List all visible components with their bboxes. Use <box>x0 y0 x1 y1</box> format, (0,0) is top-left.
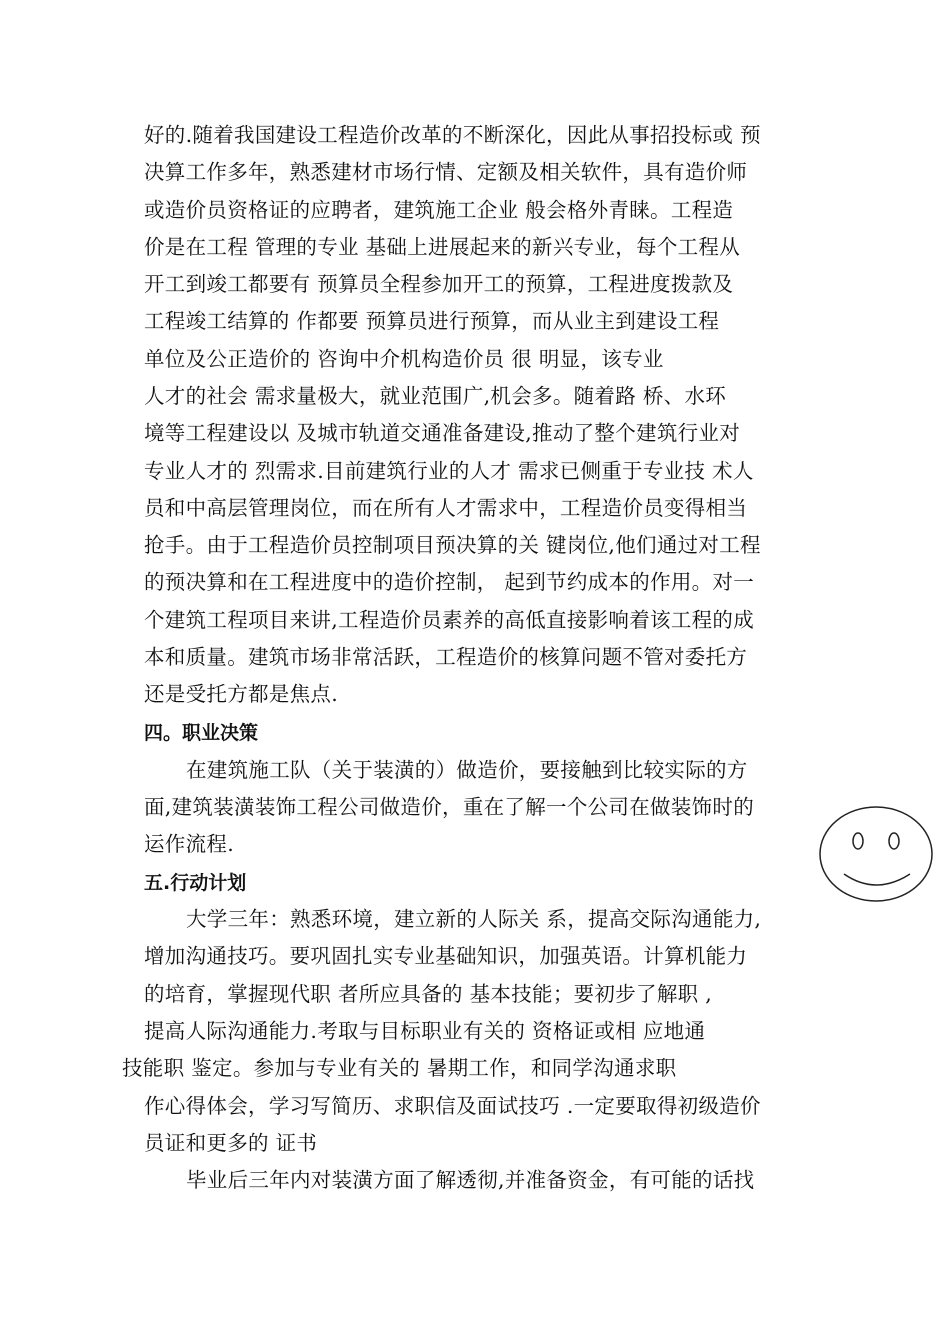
text-line: 还是受托方都是焦点. <box>144 682 339 706</box>
text-line: 员和中高层管理岗位，而在所有人才需求中，工程造价员变得相当 <box>144 496 748 520</box>
text-line: 的培育，掌握现代职 者所应具备的 基本技能；要初步了解职 , <box>144 982 713 1006</box>
text-line: 人才的社会 需求量极大，就业范围广,机会多。随着路 桥、水环 <box>144 384 727 408</box>
text-line: 大学三年：熟悉环境，建立新的人际关 系，提高交际沟通能力, <box>186 907 762 931</box>
text-line: 价是在工程 管理的专业 基础上进展起来的新兴专业，每个工程从 <box>144 235 741 259</box>
text-line: 决算工作多年，熟悉建材市场行情、定额及相关软件，具有造价师 <box>144 160 748 184</box>
text-line: 面,建筑装潢装饰工程公司做造价，重在了解一个公司在做装饰时的 <box>144 795 755 819</box>
text-line: 技能职 鉴定。参加与专业有关的 暑期工作，和同学沟通求职 <box>122 1056 677 1080</box>
text-line: 工程竣工结算的 作都要 预算员进行预算，而从业主到建设工程 <box>144 309 720 333</box>
text-line: 的预决算和在工程进度中的造价控制， 起到节约成本的作用。对一 <box>144 570 755 594</box>
text-line: 毕业后三年内对装潢方面了解透彻,并准备资金，有可能的话找 <box>186 1168 755 1192</box>
text-line: 作心得体会，学习写简历、求职信及面试技巧 .一定要取得初级造价 <box>144 1094 761 1118</box>
text-line: 本和质量。建筑市场非常活跃，工程造价的核算问题不管对委托方 <box>144 645 748 669</box>
text-line: 个建筑工程项目来讲,工程造价员素养的高低直接影响着该工程的成 <box>144 608 755 632</box>
text-line: 或造价员资格证的应聘者，建筑施工企业 般会格外青睐。工程造 <box>144 198 734 222</box>
text-line: 员证和更多的 证书 <box>144 1131 318 1155</box>
section-heading-4: 四。职业决策 <box>144 722 259 744</box>
section-heading-5: 五.行动计划 <box>144 872 247 894</box>
text-line: 好的.随着我国建设工程造价改革的不断深化，因此从事招投标或 预 <box>144 123 761 147</box>
text-line: 运作流程. <box>144 832 235 856</box>
text-line: 境等工程建设以 及城市轨道交通准备建设,推动了整个建筑行业对 <box>144 421 741 445</box>
text-line: 提高人际沟通能力.考取与目标职业有关的 资格证或相 应地通 <box>144 1019 706 1043</box>
text-line: 抢手。由于工程造价员控制项目预决算的关 键岗位,他们通过对工程 <box>144 533 761 557</box>
smiley-face-icon <box>818 804 934 904</box>
text-line: 增加沟通技巧。要巩固扎实专业基础知识，加强英语。计算机能力 <box>144 944 748 968</box>
text-line: 单位及公正造价的 咨询中介机构造价员 很 明显，该专业 <box>144 347 664 371</box>
text-line: 开工到竣工都要有 预算员全程参加开工的预算，工程进度拨款及 <box>144 272 734 296</box>
text-line: 专业人才的 烈需求.目前建筑行业的人才 需求已侧重于专业技 术人 <box>144 459 754 483</box>
text-line: 在建筑施工队（关于装潢的）做造价，要接触到比较实际的方 <box>186 758 748 782</box>
